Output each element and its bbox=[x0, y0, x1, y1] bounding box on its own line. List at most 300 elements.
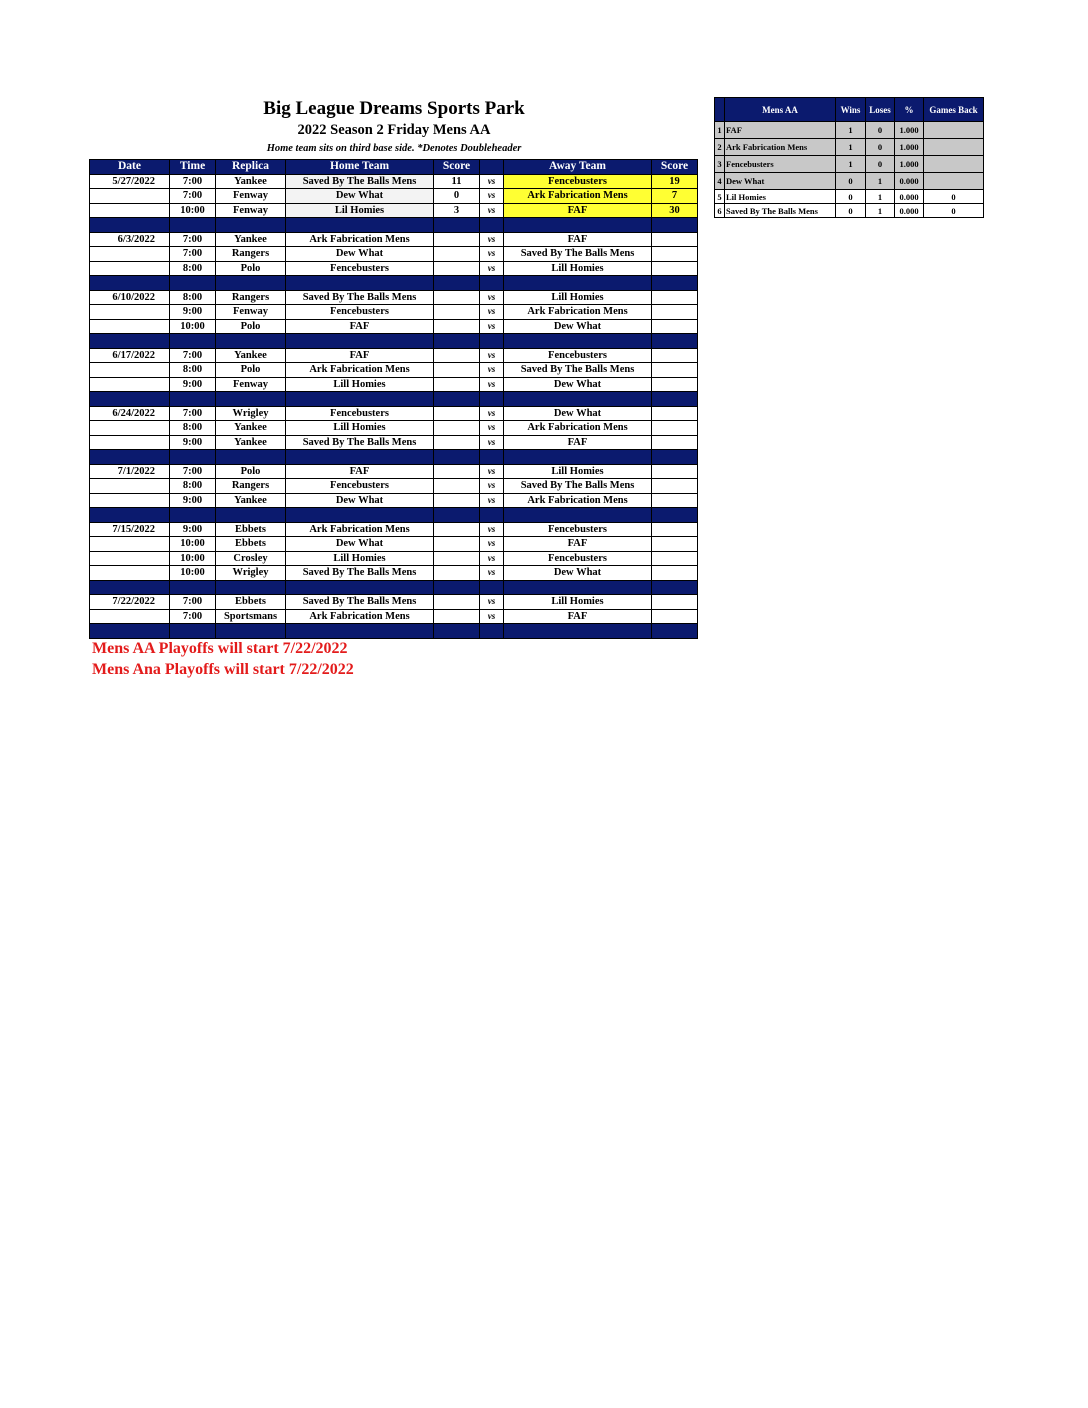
cell-vs: vs bbox=[480, 522, 504, 537]
separator-cell bbox=[170, 508, 216, 523]
cell-away-score: 19 bbox=[652, 174, 698, 189]
standings-row bbox=[715, 122, 984, 139]
standings-row bbox=[715, 139, 984, 156]
cell-home-score bbox=[434, 595, 480, 610]
cell-replica: Yankee bbox=[216, 348, 286, 363]
separator-cell bbox=[216, 508, 286, 523]
cell-date bbox=[90, 189, 170, 204]
page-subtitle: 2022 Season 2 Friday Mens AA bbox=[297, 122, 491, 138]
cell-away-team: Saved By The Balls Mens bbox=[504, 247, 652, 262]
cell-away-score bbox=[652, 261, 698, 276]
cell-home-team: Lill Homies bbox=[286, 421, 434, 436]
cell-home-team: Lil Homies bbox=[286, 203, 434, 218]
standings-cell-rank: 1 bbox=[715, 122, 725, 139]
cell-home-team: Saved By The Balls Mens bbox=[286, 174, 434, 189]
cell-home-score: 3 bbox=[434, 203, 480, 218]
standings-cell-loses: 0 bbox=[866, 156, 895, 173]
table-row bbox=[90, 406, 698, 421]
cell-away-team: Lill Homies bbox=[504, 464, 652, 479]
cell-home-team: Lill Homies bbox=[286, 551, 434, 566]
cell-time: 7:00 bbox=[170, 174, 216, 189]
cell-away-score bbox=[652, 247, 698, 262]
separator-cell bbox=[216, 334, 286, 349]
cell-replica: Rangers bbox=[216, 247, 286, 262]
separator-cell bbox=[286, 580, 434, 595]
cell-home-team: Fencebusters bbox=[286, 479, 434, 494]
separator-cell bbox=[90, 276, 170, 291]
standings-cell-team: Saved By The Balls Mens bbox=[725, 204, 836, 218]
week-separator-row bbox=[90, 508, 698, 523]
cell-vs: vs bbox=[480, 464, 504, 479]
table-row bbox=[90, 609, 698, 624]
schedule-table bbox=[89, 159, 698, 639]
separator-cell bbox=[286, 218, 434, 233]
cell-away-score bbox=[652, 421, 698, 436]
cell-away-team: FAF bbox=[504, 609, 652, 624]
cell-vs: vs bbox=[480, 189, 504, 204]
cell-home-score bbox=[434, 522, 480, 537]
cell-time: 9:00 bbox=[170, 493, 216, 508]
cell-away-score bbox=[652, 493, 698, 508]
cell-replica: Yankee bbox=[216, 174, 286, 189]
cell-vs: vs bbox=[480, 290, 504, 305]
standings-header-team: Mens AA bbox=[725, 98, 836, 122]
week-separator-row bbox=[90, 218, 698, 233]
cell-away-team: Ark Fabrication Mens bbox=[504, 493, 652, 508]
standings-cell-pct: 1.000 bbox=[895, 122, 924, 139]
table-row bbox=[90, 435, 698, 450]
separator-cell bbox=[90, 392, 170, 407]
separator-cell bbox=[434, 580, 480, 595]
cell-home-team: Saved By The Balls Mens bbox=[286, 290, 434, 305]
cell-home-team: Ark Fabrication Mens bbox=[286, 363, 434, 378]
cell-vs: vs bbox=[480, 261, 504, 276]
table-row bbox=[90, 290, 698, 305]
separator-cell bbox=[170, 218, 216, 233]
cell-date: 6/17/2022 bbox=[90, 348, 170, 363]
cell-away-team: Dew What bbox=[504, 566, 652, 581]
cell-home-score bbox=[434, 493, 480, 508]
separator-cell bbox=[480, 580, 504, 595]
week-separator-row bbox=[90, 334, 698, 349]
separator-cell bbox=[504, 508, 652, 523]
cell-replica: Fenway bbox=[216, 203, 286, 218]
header-replica: Replica bbox=[216, 160, 286, 175]
cell-time: 7:00 bbox=[170, 595, 216, 610]
separator-cell bbox=[286, 450, 434, 465]
table-row bbox=[90, 421, 698, 436]
table-row bbox=[90, 203, 698, 218]
standings-cell-team: FAF bbox=[725, 122, 836, 139]
cell-replica: Wrigley bbox=[216, 406, 286, 421]
cell-home-score bbox=[434, 232, 480, 247]
cell-time: 9:00 bbox=[170, 305, 216, 320]
separator-cell bbox=[652, 392, 698, 407]
cell-replica: Yankee bbox=[216, 493, 286, 508]
cell-time: 7:00 bbox=[170, 189, 216, 204]
cell-home-score bbox=[434, 479, 480, 494]
cell-replica: Rangers bbox=[216, 290, 286, 305]
header-home-team: Home Team bbox=[286, 160, 434, 175]
cell-time: 7:00 bbox=[170, 232, 216, 247]
cell-away-score bbox=[652, 232, 698, 247]
separator-cell bbox=[216, 450, 286, 465]
standings-row bbox=[715, 204, 984, 218]
standings-header-wins: Wins bbox=[836, 98, 866, 122]
schedule-body bbox=[90, 174, 698, 638]
cell-home-score bbox=[434, 305, 480, 320]
table-row bbox=[90, 566, 698, 581]
cell-replica: Rangers bbox=[216, 479, 286, 494]
cell-home-team: Ark Fabrication Mens bbox=[286, 232, 434, 247]
cell-replica: Crosley bbox=[216, 551, 286, 566]
cell-home-team: FAF bbox=[286, 464, 434, 479]
standings-cell-loses: 0 bbox=[866, 139, 895, 156]
cell-replica: Ebbets bbox=[216, 537, 286, 552]
cell-away-score bbox=[652, 290, 698, 305]
cell-home-score bbox=[434, 435, 480, 450]
cell-home-team: Saved By The Balls Mens bbox=[286, 595, 434, 610]
separator-cell bbox=[434, 392, 480, 407]
cell-replica: Fenway bbox=[216, 305, 286, 320]
standings-cell-pct: 0.000 bbox=[895, 204, 924, 218]
cell-vs: vs bbox=[480, 319, 504, 334]
cell-time: 7:00 bbox=[170, 348, 216, 363]
standings-cell-wins: 0 bbox=[836, 204, 866, 218]
week-separator-row bbox=[90, 392, 698, 407]
cell-away-team: FAF bbox=[504, 537, 652, 552]
standings-cell-rank: 4 bbox=[715, 173, 725, 190]
week-separator-row bbox=[90, 580, 698, 595]
table-row bbox=[90, 595, 698, 610]
standings-body bbox=[715, 122, 984, 218]
standings-header-row bbox=[715, 98, 984, 122]
separator-cell bbox=[434, 450, 480, 465]
separator-cell bbox=[480, 218, 504, 233]
separator-cell bbox=[286, 508, 434, 523]
separator-cell bbox=[170, 580, 216, 595]
cell-time: 9:00 bbox=[170, 377, 216, 392]
separator-cell bbox=[216, 580, 286, 595]
cell-date bbox=[90, 537, 170, 552]
cell-vs: vs bbox=[480, 377, 504, 392]
standings-row bbox=[715, 156, 984, 173]
cell-home-score bbox=[434, 261, 480, 276]
cell-away-score bbox=[652, 464, 698, 479]
separator-cell bbox=[504, 218, 652, 233]
cell-away-team: Lill Homies bbox=[504, 290, 652, 305]
cell-home-team: Fencebusters bbox=[286, 406, 434, 421]
week-separator-row bbox=[90, 624, 698, 639]
cell-away-score bbox=[652, 566, 698, 581]
cell-home-score bbox=[434, 247, 480, 262]
cell-time: 8:00 bbox=[170, 421, 216, 436]
separator-cell bbox=[434, 276, 480, 291]
cell-away-team: Fencebusters bbox=[504, 551, 652, 566]
standings-cell-rank: 5 bbox=[715, 190, 725, 204]
table-row bbox=[90, 479, 698, 494]
cell-home-score bbox=[434, 551, 480, 566]
cell-time: 10:00 bbox=[170, 551, 216, 566]
standings-cell-games-back bbox=[924, 156, 984, 173]
cell-date bbox=[90, 261, 170, 276]
separator-cell bbox=[90, 624, 170, 639]
cell-replica: Polo bbox=[216, 464, 286, 479]
cell-vs: vs bbox=[480, 421, 504, 436]
cell-away-team: Fencebusters bbox=[504, 522, 652, 537]
cell-away-score bbox=[652, 305, 698, 320]
cell-home-score bbox=[434, 464, 480, 479]
standings-row bbox=[715, 190, 984, 204]
cell-vs: vs bbox=[480, 551, 504, 566]
cell-replica: Polo bbox=[216, 363, 286, 378]
cell-vs: vs bbox=[480, 348, 504, 363]
cell-away-team: FAF bbox=[504, 203, 652, 218]
separator-cell bbox=[652, 450, 698, 465]
cell-replica: Polo bbox=[216, 319, 286, 334]
schedule-header-row bbox=[90, 160, 698, 175]
standings-cell-team: Dew What bbox=[725, 173, 836, 190]
separator-cell bbox=[480, 508, 504, 523]
cell-date bbox=[90, 305, 170, 320]
standings-cell-games-back bbox=[924, 122, 984, 139]
cell-away-team: Saved By The Balls Mens bbox=[504, 479, 652, 494]
cell-home-team: Dew What bbox=[286, 247, 434, 262]
table-row bbox=[90, 189, 698, 204]
separator-cell bbox=[216, 624, 286, 639]
cell-vs: vs bbox=[480, 232, 504, 247]
separator-cell bbox=[652, 580, 698, 595]
cell-date: 7/22/2022 bbox=[90, 595, 170, 610]
cell-away-score bbox=[652, 551, 698, 566]
cell-home-score bbox=[434, 377, 480, 392]
cell-replica: Wrigley bbox=[216, 566, 286, 581]
separator-cell bbox=[434, 624, 480, 639]
cell-replica: Yankee bbox=[216, 232, 286, 247]
cell-date bbox=[90, 435, 170, 450]
separator-cell bbox=[504, 276, 652, 291]
standings-cell-games-back bbox=[924, 139, 984, 156]
cell-date bbox=[90, 479, 170, 494]
standings-header-games-back: Games Back bbox=[924, 98, 984, 122]
cell-away-team: Lill Homies bbox=[504, 595, 652, 610]
cell-date: 6/24/2022 bbox=[90, 406, 170, 421]
table-row bbox=[90, 348, 698, 363]
cell-away-score bbox=[652, 595, 698, 610]
cell-home-team: Fencebusters bbox=[286, 261, 434, 276]
cell-date bbox=[90, 319, 170, 334]
cell-away-team: Saved By The Balls Mens bbox=[504, 363, 652, 378]
standings-cell-games-back bbox=[924, 173, 984, 190]
cell-time: 8:00 bbox=[170, 261, 216, 276]
separator-cell bbox=[170, 450, 216, 465]
table-row bbox=[90, 174, 698, 189]
cell-home-team: FAF bbox=[286, 348, 434, 363]
standings-cell-team: Fencebusters bbox=[725, 156, 836, 173]
separator-cell bbox=[170, 624, 216, 639]
standings-cell-rank: 3 bbox=[715, 156, 725, 173]
cell-time: 9:00 bbox=[170, 435, 216, 450]
cell-away-score: 7 bbox=[652, 189, 698, 204]
cell-home-score bbox=[434, 609, 480, 624]
cell-time: 8:00 bbox=[170, 290, 216, 305]
cell-away-team: Ark Fabrication Mens bbox=[504, 421, 652, 436]
table-row bbox=[90, 522, 698, 537]
cell-replica: Yankee bbox=[216, 421, 286, 436]
cell-time: 10:00 bbox=[170, 319, 216, 334]
header-time: Time bbox=[170, 160, 216, 175]
separator-cell bbox=[480, 624, 504, 639]
cell-date: 7/15/2022 bbox=[90, 522, 170, 537]
separator-cell bbox=[286, 276, 434, 291]
cell-home-score bbox=[434, 319, 480, 334]
cell-vs: vs bbox=[480, 203, 504, 218]
separator-cell bbox=[652, 508, 698, 523]
cell-vs: vs bbox=[480, 566, 504, 581]
cell-away-team: Dew What bbox=[504, 319, 652, 334]
table-row bbox=[90, 551, 698, 566]
cell-vs: vs bbox=[480, 406, 504, 421]
cell-home-team: Dew What bbox=[286, 493, 434, 508]
cell-vs: vs bbox=[480, 435, 504, 450]
separator-cell bbox=[170, 276, 216, 291]
cell-time: 7:00 bbox=[170, 247, 216, 262]
cell-date bbox=[90, 377, 170, 392]
cell-vs: vs bbox=[480, 363, 504, 378]
separator-cell bbox=[504, 624, 652, 639]
standings-table bbox=[714, 97, 984, 218]
separator-cell bbox=[434, 334, 480, 349]
header-date: Date bbox=[90, 160, 170, 175]
cell-vs: vs bbox=[480, 609, 504, 624]
cell-home-team: Ark Fabrication Mens bbox=[286, 609, 434, 624]
standings-cell-wins: 1 bbox=[836, 122, 866, 139]
cell-away-team: Ark Fabrication Mens bbox=[504, 305, 652, 320]
standings-cell-team: Lil Homies bbox=[725, 190, 836, 204]
cell-date: 7/1/2022 bbox=[90, 464, 170, 479]
cell-date bbox=[90, 247, 170, 262]
cell-date: 5/27/2022 bbox=[90, 174, 170, 189]
cell-away-score: 30 bbox=[652, 203, 698, 218]
page-title: Big League Dreams Sports Park bbox=[263, 98, 525, 119]
cell-home-score bbox=[434, 537, 480, 552]
cell-away-score bbox=[652, 435, 698, 450]
table-row bbox=[90, 232, 698, 247]
separator-cell bbox=[652, 276, 698, 291]
separator-cell bbox=[480, 276, 504, 291]
table-row bbox=[90, 261, 698, 276]
cell-vs: vs bbox=[480, 537, 504, 552]
cell-home-team: FAF bbox=[286, 319, 434, 334]
cell-away-team: FAF bbox=[504, 232, 652, 247]
table-row bbox=[90, 537, 698, 552]
separator-cell bbox=[480, 450, 504, 465]
cell-replica: Polo bbox=[216, 261, 286, 276]
standings-cell-loses: 1 bbox=[866, 173, 895, 190]
table-row bbox=[90, 247, 698, 262]
cell-home-team: Saved By The Balls Mens bbox=[286, 435, 434, 450]
cell-away-score bbox=[652, 377, 698, 392]
cell-vs: vs bbox=[480, 479, 504, 494]
standings-cell-games-back: 0 bbox=[924, 190, 984, 204]
cell-away-score bbox=[652, 363, 698, 378]
cell-away-score bbox=[652, 479, 698, 494]
cell-home-score bbox=[434, 363, 480, 378]
cell-home-score bbox=[434, 421, 480, 436]
standings-cell-pct: 1.000 bbox=[895, 156, 924, 173]
separator-cell bbox=[90, 218, 170, 233]
standings-header-pct: % bbox=[895, 98, 924, 122]
separator-cell bbox=[170, 392, 216, 407]
cell-date bbox=[90, 203, 170, 218]
announcement-mens-aa-playoffs: Mens AA Playoffs will start 7/22/2022 bbox=[92, 640, 348, 657]
header-vs bbox=[480, 160, 504, 175]
separator-cell bbox=[286, 334, 434, 349]
cell-date: 6/10/2022 bbox=[90, 290, 170, 305]
cell-away-score bbox=[652, 406, 698, 421]
cell-date: 6/3/2022 bbox=[90, 232, 170, 247]
cell-home-team: Dew What bbox=[286, 189, 434, 204]
cell-replica: Fenway bbox=[216, 189, 286, 204]
cell-away-score bbox=[652, 537, 698, 552]
cell-replica: Ebbets bbox=[216, 595, 286, 610]
separator-cell bbox=[504, 450, 652, 465]
standings-header-loses: Loses bbox=[866, 98, 895, 122]
table-row bbox=[90, 363, 698, 378]
table-row bbox=[90, 319, 698, 334]
standings-cell-rank: 2 bbox=[715, 139, 725, 156]
standings-row bbox=[715, 173, 984, 190]
cell-time: 10:00 bbox=[170, 537, 216, 552]
standings-cell-pct: 1.000 bbox=[895, 139, 924, 156]
cell-away-score bbox=[652, 348, 698, 363]
header-away-score: Score bbox=[652, 160, 698, 175]
cell-date bbox=[90, 609, 170, 624]
separator-cell bbox=[216, 392, 286, 407]
cell-date bbox=[90, 551, 170, 566]
cell-away-score bbox=[652, 319, 698, 334]
standings-cell-wins: 0 bbox=[836, 173, 866, 190]
standings-cell-loses: 1 bbox=[866, 190, 895, 204]
separator-cell bbox=[652, 624, 698, 639]
cell-away-score bbox=[652, 609, 698, 624]
cell-home-score bbox=[434, 406, 480, 421]
cell-vs: vs bbox=[480, 247, 504, 262]
cell-time: 9:00 bbox=[170, 522, 216, 537]
cell-replica: Fenway bbox=[216, 377, 286, 392]
header-home-score: Score bbox=[434, 160, 480, 175]
standings-cell-pct: 0.000 bbox=[895, 190, 924, 204]
cell-time: 7:00 bbox=[170, 406, 216, 421]
cell-away-team: Fencebusters bbox=[504, 174, 652, 189]
separator-cell bbox=[504, 334, 652, 349]
separator-cell bbox=[434, 218, 480, 233]
cell-away-team: Dew What bbox=[504, 377, 652, 392]
cell-away-score bbox=[652, 522, 698, 537]
home-team-note: Home team sits on third base side. *Denotes Doubleheader bbox=[266, 143, 522, 154]
cell-home-team: Dew What bbox=[286, 537, 434, 552]
cell-vs: vs bbox=[480, 305, 504, 320]
separator-cell bbox=[216, 276, 286, 291]
header-away-team: Away Team bbox=[504, 160, 652, 175]
cell-date bbox=[90, 363, 170, 378]
cell-away-team: Ark Fabrication Mens bbox=[504, 189, 652, 204]
standings-cell-loses: 1 bbox=[866, 204, 895, 218]
cell-time: 8:00 bbox=[170, 363, 216, 378]
table-row bbox=[90, 305, 698, 320]
week-separator-row bbox=[90, 450, 698, 465]
separator-cell bbox=[504, 580, 652, 595]
